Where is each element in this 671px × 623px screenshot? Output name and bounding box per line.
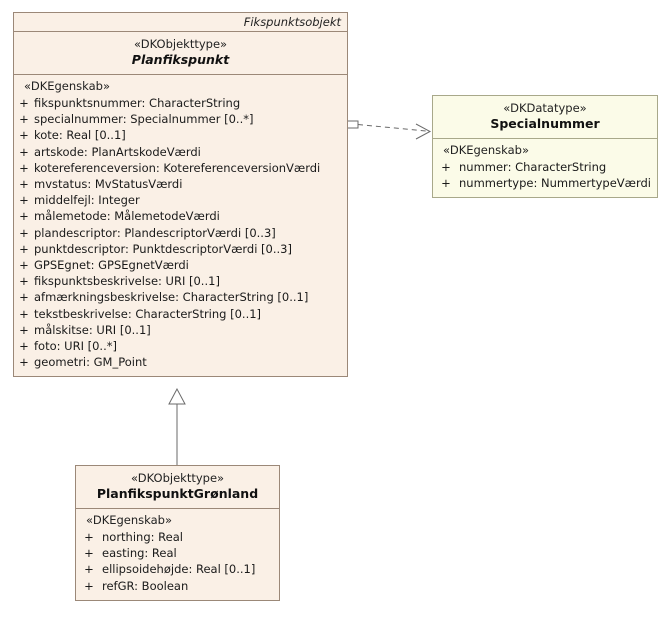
attribute-visibility: + [19, 96, 29, 110]
attribute-row [76, 561, 275, 577]
attribute-visibility: + [19, 193, 29, 208]
attribute-row [14, 225, 343, 241]
attribute-text: nummertype: NummertypeVærdi [459, 176, 651, 191]
attribute-list-planfikspunkt [14, 95, 347, 376]
attribute-visibility: + [19, 241, 29, 256]
class-header-specialnummer [433, 96, 657, 138]
attribute-row [76, 529, 275, 545]
attribute-text: easting: Real [102, 546, 177, 561]
attribute-row [14, 273, 343, 289]
attribute-visibility: + [84, 562, 94, 577]
attribute-text: nummer: CharacterString [459, 160, 607, 174]
attribute-row [14, 322, 343, 338]
attribute-visibility: + [19, 355, 29, 370]
attribute-text: tekstbeskrivelse: CharacterString [0..1] [34, 306, 262, 321]
attribute-visibility: + [19, 177, 29, 192]
attribute-row [14, 241, 343, 257]
attribute-row [14, 257, 343, 273]
class-stereotype: «DKObjekttype» [130, 471, 225, 485]
attribute-row [14, 111, 343, 127]
class-stereotype: «DKObjekttype» [133, 37, 228, 51]
attribute-visibility: + [19, 209, 29, 224]
attribute-row [76, 545, 275, 561]
package-label: Fikspunktsobjekt [243, 15, 341, 29]
attribute-text: målemetode: MålemetodeVærdi [34, 209, 220, 224]
attribute-text: refGR: Boolean [102, 578, 189, 593]
attribute-visibility: + [19, 160, 29, 175]
attribute-row [433, 175, 653, 191]
class-box-planfikspunktgroenland[interactable] [75, 465, 280, 601]
attribute-text: kote: Real [0..1] [34, 128, 126, 143]
class-name: Specialnummer [490, 116, 600, 131]
attribute-visibility: + [19, 112, 29, 127]
attribute-visibility: + [19, 322, 29, 337]
attribute-visibility: + [19, 274, 29, 289]
attribute-text: fikspunktsnummer: CharacterString [34, 96, 241, 110]
attribute-text: specialnummer: Specialnummer [0..*] [34, 112, 254, 127]
attribute-list-specialnummer [433, 159, 657, 197]
attribute-visibility: + [19, 306, 29, 321]
class-stereotype: «DKDatatype» [503, 101, 587, 115]
attribute-visibility: + [19, 339, 29, 354]
attribute-text: geometri: GM_Point [34, 355, 147, 370]
attribute-visibility: + [19, 290, 29, 305]
attribute-text: GPSEgnet: GPSEgnetVærdi [34, 258, 189, 273]
attribute-row [14, 208, 343, 224]
attribute-text: mvstatus: MvStatusVærdi [34, 177, 183, 192]
attribute-row [14, 95, 343, 111]
attribute-row [433, 159, 653, 175]
attribute-group-stereotype: «DKEgenskab» [24, 79, 110, 93]
attribute-visibility: + [441, 176, 451, 191]
attribute-row [14, 192, 343, 208]
class-box-specialnummer[interactable] [432, 95, 658, 198]
attribute-visibility: + [19, 144, 29, 159]
attribute-text: plandescriptor: PlandescriptorVærdi [0..3] [34, 225, 276, 240]
attribute-text: afmærkningsbeskrivelse: CharacterString [0..1] [34, 290, 309, 305]
attribute-row [14, 338, 343, 354]
attribute-row [14, 354, 343, 370]
attribute-visibility: + [19, 128, 29, 143]
attribute-text: artskode: PlanArtskodeVærdi [34, 144, 201, 159]
attribute-group-stereotype: «DKEgenskab» [443, 143, 529, 157]
attribute-text: fikspunktsbeskrivelse: URI [0..1] [34, 274, 220, 289]
attribute-row [14, 289, 343, 305]
attribute-row [14, 176, 343, 192]
attribute-text: ellipsoidehøjde: Real [0..1] [102, 562, 256, 577]
dashed-arrow-connector [348, 121, 430, 139]
attribute-row [76, 578, 275, 594]
attribute-list-planfikspunktgroenland [76, 529, 279, 600]
attribute-text: foto: URI [0..*] [34, 339, 117, 354]
class-name: PlanfikspunktGrønland [96, 486, 259, 501]
attribute-visibility: + [441, 160, 451, 174]
attribute-row [14, 127, 343, 143]
attribute-row [14, 144, 343, 160]
generalization-connector [169, 389, 185, 466]
class-header-planfikspunkt [14, 32, 347, 74]
attribute-text: punktdescriptor: PunktdescriptorVærdi [0..3] [34, 241, 292, 256]
attribute-text: northing: Real [102, 530, 183, 544]
class-box-planfikspunkt[interactable] [13, 12, 348, 377]
attribute-row [14, 306, 343, 322]
class-name: Planfikspunkt [131, 52, 230, 67]
attribute-group-stereotype: «DKEgenskab» [86, 513, 172, 527]
attribute-text: middelfejl: Integer [34, 193, 140, 208]
attribute-visibility: + [84, 578, 94, 593]
attribute-visibility: + [84, 530, 94, 544]
class-header-planfikspunktgroenland [76, 466, 279, 508]
attribute-text: målskitse: URI [0..1] [34, 322, 151, 337]
attribute-visibility: + [19, 258, 29, 273]
attribute-visibility: + [84, 546, 94, 561]
attribute-row [14, 160, 343, 176]
attribute-visibility: + [19, 225, 29, 240]
attribute-text: kotereferenceversion: KotereferenceversionVærdi [34, 160, 321, 175]
